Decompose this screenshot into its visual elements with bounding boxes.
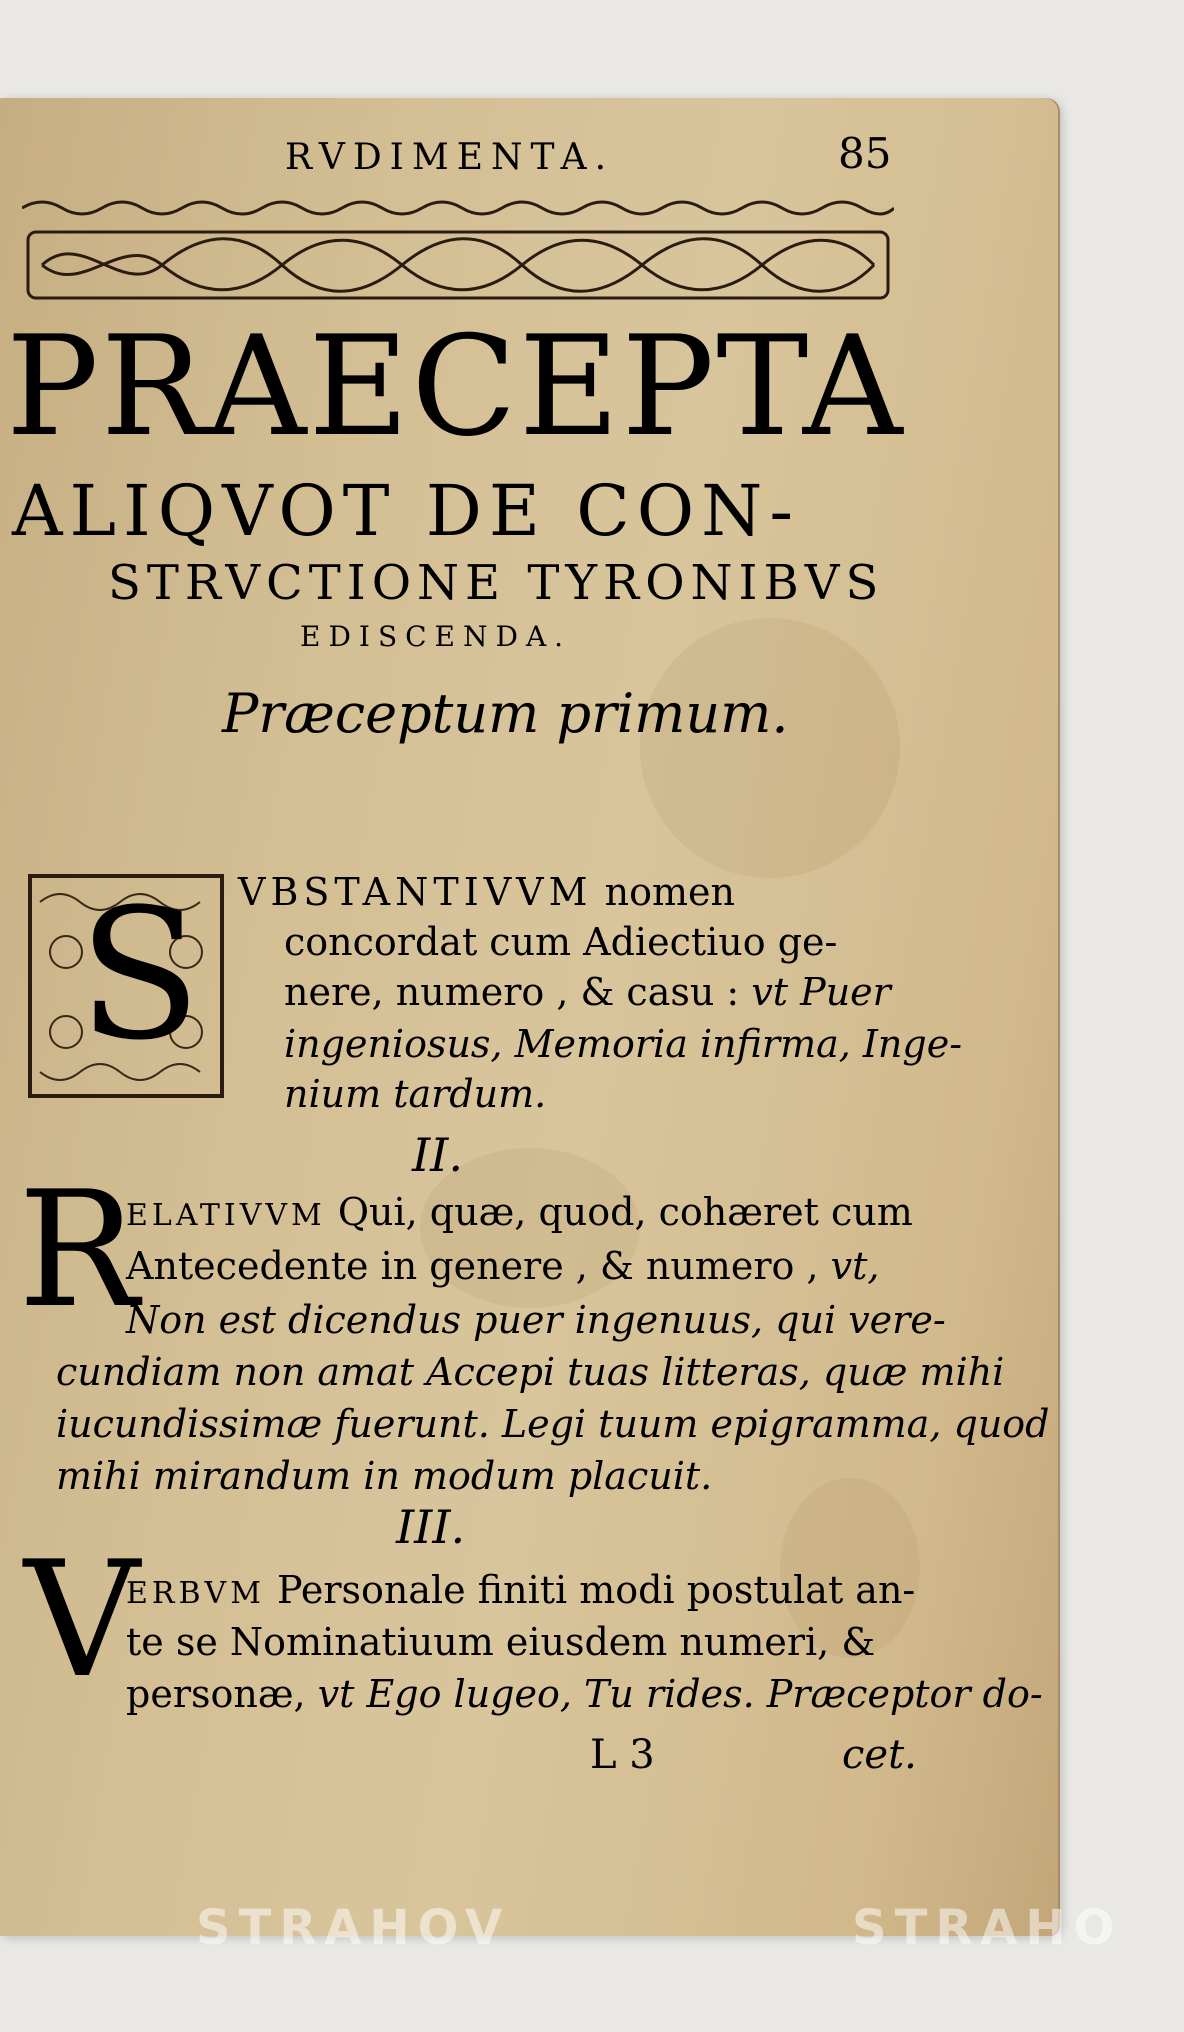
watermark-right: STRAHO	[852, 1900, 1123, 1956]
rule2-line-2	[126, 1244, 879, 1288]
rule1-line-3-italic: vt Puer	[751, 970, 891, 1014]
drop-initial-v: V	[24, 1526, 140, 1713]
rule3-line-2: te se Nominatiuum eiusdem numeri, &	[126, 1620, 876, 1664]
running-head: RVDIMENTA.	[285, 137, 615, 178]
rule2-line-3: Non est dicendus puer ingenuus, qui vere-	[126, 1298, 946, 1342]
rule1-line-1-rest: nomen	[592, 870, 735, 914]
rule2-line-1-rest: Qui, quæ, quod, cohæret cum	[325, 1190, 913, 1234]
rule3-line-1-rest: Personale finiti modi postulat an-	[264, 1568, 916, 1612]
rule1-line-2: concordat cum Adiectiuo ge-	[284, 920, 838, 964]
rule1-line-4: ingeniosus, Memoria infirma, Inge-	[284, 1022, 963, 1066]
rule2-caps: ELATIVVM	[126, 1198, 326, 1233]
signature-mark: L 3	[590, 1732, 655, 1778]
ornamental-border	[22, 188, 894, 306]
rule2-line-2-italic: vt,	[830, 1244, 880, 1288]
rule2-line-4: cundiam non amat Accepi tuas litteras, quæ mihi	[56, 1350, 1005, 1394]
initial-letter: S	[78, 871, 202, 1080]
main-title: PRAECEPTA	[6, 306, 905, 467]
rule1-line-3-text: nere, numero , & casu :	[284, 970, 752, 1014]
drop-initial-r: R	[18, 1156, 139, 1343]
numeral-3: III.	[396, 1500, 466, 1554]
rule2-line-6: mihi mirandum in modum placuit.	[56, 1454, 713, 1498]
numeral-2: II.	[412, 1128, 463, 1182]
decorated-initial-s	[26, 872, 226, 1100]
rule2-line-5: iucundissimæ fuerunt. Legi tuum epigramma, quod	[56, 1402, 1050, 1446]
subtitle-line-3: EDISCENDA.	[300, 620, 572, 653]
rule3-line-3	[126, 1672, 1043, 1716]
catchword: cet.	[842, 1732, 917, 1778]
subtitle-line-1: ALIQVOT DE CON-	[12, 470, 801, 552]
paper-stain	[640, 618, 900, 878]
rule2-line-1	[126, 1190, 913, 1234]
rule1-line-3	[284, 970, 891, 1014]
rule3-line-3-italic: vt Ego lugeo, Tu rides. Præceptor do-	[317, 1672, 1043, 1716]
rule3-line-1	[126, 1568, 915, 1612]
rule1-line-5: nium tardum.	[284, 1072, 547, 1116]
watermark: STRAHOV	[196, 1900, 511, 1956]
rule1-caps: VBSTANTIVVM	[238, 870, 593, 914]
subtitle-line-2: STRVCTIONE TYRONIBVS	[108, 555, 885, 611]
rule2-line-2-text: Antecedente in genere , & numero ,	[126, 1244, 831, 1288]
section-heading: Præceptum primum.	[222, 682, 789, 745]
page-number: 85	[838, 129, 892, 178]
rule3-caps: ERBVM	[126, 1576, 265, 1611]
rule1-line-1	[238, 870, 735, 914]
rule3-line-3-text: personæ,	[126, 1672, 318, 1716]
